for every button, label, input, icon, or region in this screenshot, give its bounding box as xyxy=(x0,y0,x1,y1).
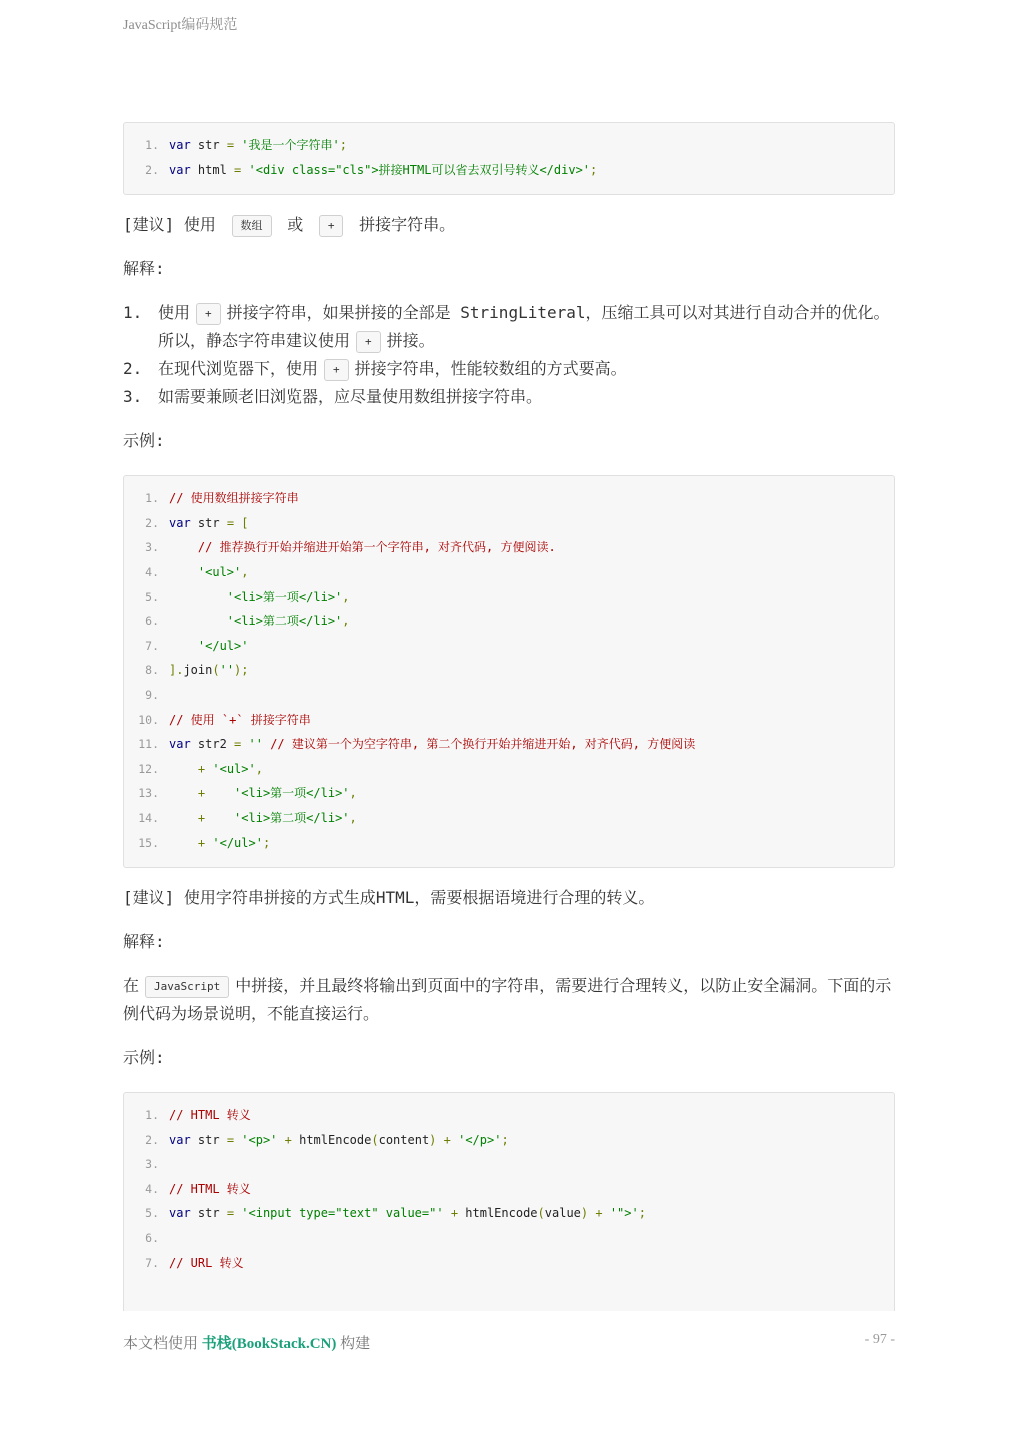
code-token: htmlEncode xyxy=(458,1206,538,1221)
code-token: ( xyxy=(212,663,220,678)
code-text xyxy=(169,609,350,634)
code-token: '我是一个字符串' xyxy=(241,138,340,152)
code-line xyxy=(124,133,894,158)
code-token: var xyxy=(169,138,191,152)
line-number: 1. xyxy=(145,491,159,506)
code-token: content xyxy=(378,1132,430,1147)
code-text xyxy=(169,158,597,183)
code-token: var xyxy=(169,162,191,177)
code-token: + xyxy=(284,1132,292,1147)
list-item xyxy=(123,355,895,383)
code-token: = xyxy=(226,138,235,152)
code-token: '<li>第一项</li>' xyxy=(234,786,350,801)
code-token: // URL 转义 xyxy=(169,1255,244,1270)
suggestion-text-suffix: 拼接字符串。 xyxy=(359,215,456,235)
code-token: ; xyxy=(638,1206,646,1221)
list-item-text: 拼接。 xyxy=(386,331,435,351)
line-number: 10. xyxy=(138,712,159,727)
code-token: = xyxy=(226,515,235,530)
code-text xyxy=(169,1128,509,1153)
line-number: 1. xyxy=(145,138,159,152)
line-number: 7. xyxy=(145,638,159,653)
code-token: '<ul>' xyxy=(212,761,256,776)
code-token: = xyxy=(234,737,242,752)
code-token: var xyxy=(169,737,191,752)
code-line xyxy=(124,658,894,683)
line-number: 6. xyxy=(145,614,159,629)
code-text xyxy=(169,585,350,610)
code-token: ); xyxy=(234,663,249,678)
code-text xyxy=(169,1103,251,1128)
code-token: value xyxy=(544,1206,581,1221)
code-line xyxy=(124,158,894,183)
code-token: // 使用数组拼接字符串 xyxy=(169,491,299,506)
code-token xyxy=(603,1206,610,1220)
code-line xyxy=(124,560,894,585)
code-token xyxy=(205,811,234,825)
code-token: // 建议第一个为空字符串, 第二个换行开始并缩进开始, 对齐代码, 方便阅读 xyxy=(270,737,696,752)
code-token: = xyxy=(226,1132,235,1147)
line-number: 5. xyxy=(145,589,159,604)
code-token: '<li>第二项</li>' xyxy=(226,614,343,629)
code-token xyxy=(169,762,198,776)
code-token xyxy=(444,1206,451,1220)
suggestion-use-array-or-plus xyxy=(123,211,895,239)
explanation-list xyxy=(123,299,895,411)
code-token xyxy=(436,1133,443,1147)
inline-code-plus: + xyxy=(196,303,221,325)
code-text xyxy=(169,1201,646,1226)
line-number: 3. xyxy=(145,1157,159,1172)
footer-text: 构建 xyxy=(340,1336,371,1352)
code-token: '<div class="cls">拼接HTML可以省去双引号转义</div>' xyxy=(248,162,591,177)
code-line xyxy=(124,757,894,782)
code-token: , xyxy=(349,786,357,801)
code-text xyxy=(169,658,249,683)
line-number: 2. xyxy=(145,515,159,530)
suggestion-escape-html: [建议] 使用字符串拼接的方式生成HTML，需要根据语境进行合理的转义。 xyxy=(123,888,655,908)
code-text xyxy=(169,781,357,806)
inline-code-array: 数组 xyxy=(232,215,272,237)
footer-text: 本文档使用 xyxy=(123,1336,199,1352)
code-line xyxy=(124,511,894,536)
example-label: 示例: xyxy=(123,431,165,451)
paragraph-text: 中拼接，并且最终将输出到页面中的字符串，需要进行合理转义，以防止安全漏洞。下面的示例代码为场景说明，不能直接运行。 xyxy=(123,976,892,1024)
line-number: 14. xyxy=(138,810,159,825)
code-token: ) xyxy=(429,1132,437,1147)
code-line xyxy=(124,708,894,733)
code-token: str xyxy=(190,1132,227,1147)
code-token: + xyxy=(197,786,206,801)
code-token: [ xyxy=(241,515,249,530)
code-token xyxy=(277,1133,284,1147)
code-token: // HTML 转义 xyxy=(169,1181,251,1196)
code-token: '<p>' xyxy=(241,1132,278,1147)
code-text xyxy=(169,133,347,158)
code-line xyxy=(124,806,894,831)
code-token: // HTML 转义 xyxy=(169,1108,251,1123)
list-item-number: 2. xyxy=(123,359,143,379)
footer-credit xyxy=(123,1332,370,1353)
line-number: 11. xyxy=(138,737,159,752)
line-number: 6. xyxy=(145,1231,159,1246)
code-block-concat-example xyxy=(123,475,895,868)
code-token: '<input type="text" value="' xyxy=(241,1206,444,1221)
line-number: 7. xyxy=(145,1255,159,1270)
code-token: , xyxy=(255,761,263,776)
code-token: ) xyxy=(580,1206,589,1221)
code-token: str xyxy=(190,138,227,152)
code-text xyxy=(169,1251,244,1276)
code-token: = xyxy=(234,162,242,177)
code-token: , xyxy=(349,810,357,825)
code-token: // 推荐换行开始并缩进开始第一个字符串, 对齐代码, 方便阅读. xyxy=(197,540,556,555)
code-token: = xyxy=(226,1206,235,1221)
code-token xyxy=(205,786,234,800)
code-line xyxy=(124,781,894,806)
code-line xyxy=(124,1201,894,1226)
code-token: , xyxy=(342,614,350,629)
code-line xyxy=(124,1128,894,1153)
code-line xyxy=(124,535,894,560)
code-token xyxy=(169,614,227,628)
code-text xyxy=(169,535,556,560)
code-token: + xyxy=(197,761,206,776)
list-item-text: 使用 xyxy=(158,303,191,323)
code-token xyxy=(169,639,198,653)
code-token: , xyxy=(342,589,350,604)
code-token: '">' xyxy=(609,1206,639,1221)
page-footer xyxy=(0,1318,1019,1440)
line-number: 4. xyxy=(145,564,159,579)
document-header-title: JavaScript编码规范 xyxy=(123,18,238,33)
explain-label: 解释: xyxy=(123,932,165,952)
bookstack-link[interactable]: 书栈(BookStack.CN) xyxy=(201,1336,337,1352)
code-token xyxy=(241,163,248,177)
code-token: str xyxy=(190,1206,227,1221)
code-block-string-quotes xyxy=(123,122,895,195)
code-token: '</p>' xyxy=(458,1132,502,1147)
code-token xyxy=(169,540,198,554)
code-token: var xyxy=(169,515,191,530)
inline-code-javascript: JavaScript xyxy=(145,976,229,998)
line-number: 9. xyxy=(145,687,159,702)
code-token: '' xyxy=(248,737,263,752)
code-line xyxy=(124,609,894,634)
code-text xyxy=(169,511,249,536)
code-text xyxy=(169,634,248,659)
line-number: 1. xyxy=(145,1108,159,1123)
code-token: ( xyxy=(537,1206,545,1221)
code-token: // 使用 `+` 拼接字符串 xyxy=(169,712,311,727)
code-text xyxy=(169,486,299,511)
code-token: ( xyxy=(371,1132,379,1147)
code-token: '' xyxy=(219,663,235,678)
code-token: + xyxy=(197,810,206,825)
page-content xyxy=(123,122,895,1311)
paragraph-text: 在 xyxy=(123,976,140,996)
suggestion-text: [建议] 使用 xyxy=(123,215,216,235)
code-token: ]. xyxy=(169,663,184,678)
list-item-number: 1. xyxy=(123,303,143,323)
code-line xyxy=(124,1103,894,1128)
list-item-text: 拼接字符串，如果拼接的全部是 StringLiteral，压缩工具可以对其进行自动合并的优化。所以，静态字符串建议使用 xyxy=(158,303,890,351)
list-item xyxy=(123,383,895,411)
line-number: 4. xyxy=(145,1181,159,1196)
explain-label: 解释: xyxy=(123,259,165,279)
list-item-text: 拼接字符串，性能较数组的方式要高。 xyxy=(354,359,627,379)
code-token xyxy=(241,737,248,751)
code-line xyxy=(124,585,894,610)
line-number: 3. xyxy=(145,540,159,555)
code-token: '<li>第一项</li>' xyxy=(226,589,343,604)
code-token: join xyxy=(183,663,213,678)
code-token: + xyxy=(595,1206,603,1221)
line-number: 2. xyxy=(145,1132,159,1147)
code-text xyxy=(169,732,695,757)
code-token: str2 xyxy=(190,737,235,752)
code-text xyxy=(169,831,270,856)
code-token: ; xyxy=(501,1132,509,1147)
code-token: str xyxy=(190,515,227,530)
code-token: htmlEncode xyxy=(291,1132,372,1147)
code-token: '</ul>' xyxy=(212,835,263,850)
code-line xyxy=(124,1152,894,1177)
code-block-escape-example xyxy=(123,1092,895,1311)
list-item-number: 3. xyxy=(123,387,143,407)
code-token: '<ul>' xyxy=(197,564,242,579)
suggestion-text-or: 或 xyxy=(287,215,304,235)
code-line xyxy=(124,634,894,659)
line-number: 15. xyxy=(138,835,159,850)
code-token xyxy=(169,786,198,800)
code-token: var xyxy=(169,1132,191,1147)
code-line xyxy=(124,1226,894,1251)
code-text xyxy=(169,560,249,585)
code-line xyxy=(124,683,894,708)
code-token: html xyxy=(190,162,235,177)
line-number: 2. xyxy=(145,162,159,177)
explanation-paragraph xyxy=(123,972,895,1028)
inline-code-plus: + xyxy=(324,359,349,381)
inline-code-plus: + xyxy=(319,215,344,237)
code-token: ; xyxy=(339,138,347,152)
inline-code-plus: + xyxy=(356,331,381,353)
code-token: + xyxy=(443,1132,451,1147)
code-line xyxy=(124,1251,894,1276)
code-token xyxy=(169,811,198,825)
code-token xyxy=(169,590,227,604)
list-item-text: 如需要兼顾老旧浏览器，应尽量使用数组拼接字符串。 xyxy=(158,387,543,407)
code-line xyxy=(124,732,894,757)
code-token: '</ul>' xyxy=(197,638,249,653)
code-text xyxy=(169,806,357,831)
line-number: 5. xyxy=(145,1206,159,1221)
line-number: 8. xyxy=(145,663,159,678)
code-line xyxy=(124,1177,894,1202)
code-token: ; xyxy=(590,162,598,177)
code-text xyxy=(169,1177,251,1202)
list-item xyxy=(123,299,895,355)
code-token: + xyxy=(197,835,206,850)
code-token: var xyxy=(169,1206,191,1221)
code-text xyxy=(169,757,263,782)
example-label: 示例: xyxy=(123,1048,165,1068)
line-number: 12. xyxy=(138,761,159,776)
code-text xyxy=(169,708,311,733)
code-token: ; xyxy=(262,835,271,850)
line-number: 13. xyxy=(138,786,159,801)
code-token xyxy=(169,836,198,850)
code-token xyxy=(169,565,198,579)
code-token: + xyxy=(450,1206,459,1221)
code-token: '<li>第二项</li>' xyxy=(234,810,350,825)
list-item-text: 在现代浏览器下，使用 xyxy=(158,359,319,379)
code-token: , xyxy=(241,564,249,579)
page-number: - 97 - xyxy=(864,1332,895,1347)
code-line xyxy=(124,831,894,856)
code-line xyxy=(124,486,894,511)
